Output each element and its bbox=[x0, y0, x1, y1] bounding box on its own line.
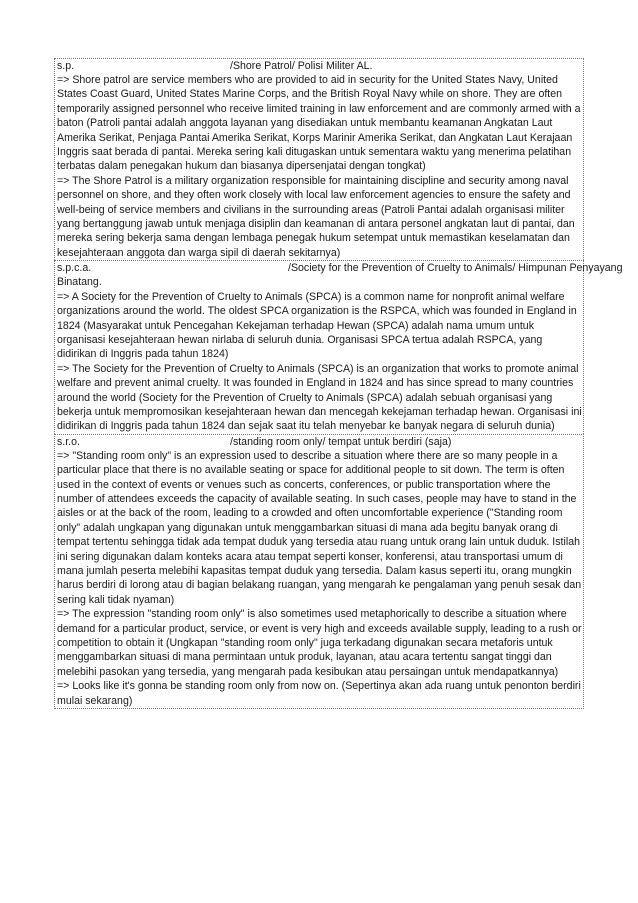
entry-title: /Society for the Prevention of Cruelty to Animals/ Himpunan Penyayang bbox=[288, 262, 623, 275]
entry-abbreviation: s.p. bbox=[57, 60, 75, 72]
entry-spca bbox=[54, 260, 623, 433]
entry-paragraph: => The expression "standing room only" is also sometimes used metaphorically to describe a situation where demand for a particular product, service, or event is very high and exceeds available supply, leading to a rush or competition to obtain it (Ungkapan "standing room only" juga terkadang digunakan secara metaforis untuk menggambarkan situasi di mana permintaan untuk produk, layanan, atau acara tertentu sangat tinggi dan melebihi pasokan yang tersedia, yang mengarah pada kesibukan atau persaingan untuk mendapatkannya) bbox=[57, 608, 582, 678]
entry-paragraph: => "Standing room only" is an expression used to describe a situation where there are so many people in a particular place that there is no available seating or space for additional people to sit down. The term is often used in the context of events or venues such as concerts, conferences, or public transportation where the number of attendees exceeds the capacity of available seating. In such cases, people may have to stand in the aisles or at the back of the room, leading to a crowded and often uncomfortable experience ("Standing room only" adalah ungkapan yang digunakan untuk menggambarkan situasi di mana ada begitu banyak orang di tempat tertentu sehingga tidak ada tempat duduk yang tersedia atau ruang untuk orang lain untuk duduk. Istilah ini sering digunakan dalam konteks acara atau tempat seperti konser, konferensi, atau transportasi umum di mana jumlah peserta melebihi kapasitas tempat duduk yang tersedia. Dalam kasus seperti itu, orang mungkin harus berdiri di lorong atau di bagian belakang ruangan, yang mengarah ke pengalaman yang penuh sesak dan sering kali tidak nyaman) bbox=[57, 449, 582, 606]
entry-paragraph: => Looks like it's gonna be standing room only from now on. (Sepertinya akan ada ruang untuk penonton berdiri mulai sekarang) bbox=[57, 680, 581, 707]
entry-header bbox=[57, 435, 582, 449]
entry-title: /standing room only/ tempat untuk berdiri (saja) bbox=[230, 435, 452, 448]
entry-paragraph: => The Shore Patrol is a military organization responsible for maintaining discipline and security among naval personnel on shore, and they often work closely with local law enforcement agencies to ensure the safety and well-being of service members and civilians in the surrounding areas (Patroli Pantai adalah organisasi militer yang bertanggung jawab untuk menjaga disiplin dan keamanan di antara personel angkatan laut di pantai, dan mereka sering bekerja sama dengan lembaga penegak hukum setempat untuk memastikan keselamatan dan kesejahteraan anggota dan warga sipil di daerah sekitarnya) bbox=[57, 174, 575, 259]
entry-header bbox=[57, 59, 582, 73]
dictionary-page bbox=[54, 58, 623, 709]
entry-title: /Shore Patrol/ Polisi Militer AL. bbox=[230, 60, 373, 72]
entry-paragraph: => A Society for the Prevention of Cruelty to Animals (SPCA) is a common name for nonprofit animal welfare organizations around the world. The oldest SPCA organization is the RSPCA, which was founded in England in 1824 (Masyarakat untuk Pencegahan Kekejaman terhadap Hewan (SPCA) adalah nama umum untuk organisasi kesejahteraan hewan nirlaba di seluruh dunia. Organisasi SPCA tertua adalah RSPCA, yang didirikan di Inggris pada tahun 1824) bbox=[57, 290, 577, 361]
entry-header bbox=[57, 261, 623, 275]
entry-paragraph: => Shore patrol are service members who are provided to aid in security for the United States Navy, United States Coast Guard, United States Marine Corps, and the British Royal Navy while on shore. They are often temporarily assigned personnel who receive limited training in law enforcement and are commonly armed with a baton (Patroli pantai adalah anggota layanan yang disediakan untuk membantu keamanan Angkatan Laut Amerika Serikat, Penjaga Pantai Amerika Serikat, Korps Marinir Amerika Serikat, dan Angkatan Laut Kerajaan Inggris saat berada di pantai. Mereka sering kali ditugaskan untuk sementara waktu yang menerima pelatihan terbatas dalam penegakan hukum dan biasanya dipersenjatai dengan tongkat) bbox=[57, 74, 581, 173]
entry-standing-room-only bbox=[54, 434, 584, 709]
entry-title-continuation: Binatang. bbox=[57, 276, 102, 289]
entry-paragraph: => The Society for the Prevention of Cruelty to Animals (SPCA) is an organization that works to promote animal welfare and prevent animal cruelty. It was founded in England in 1824 and has since spread to many countries around the world (Society for the Prevention of Cruelty to Animals (SPCA) adalah sebuah organisasi yang bekerja untuk mempromosikan kesejahteraan hewan dan mencegah kekejaman terhadap hewan. Organisasi ini didirikan di Inggris pada tahun 1824 dan sejak saat itu telah menyebar ke banyak negara di seluruh dunia) bbox=[57, 362, 582, 433]
entry-abbreviation: s.p.c.a. bbox=[57, 262, 92, 275]
entry-shore-patrol bbox=[54, 58, 584, 260]
entry-abbreviation: s.r.o. bbox=[57, 435, 80, 448]
